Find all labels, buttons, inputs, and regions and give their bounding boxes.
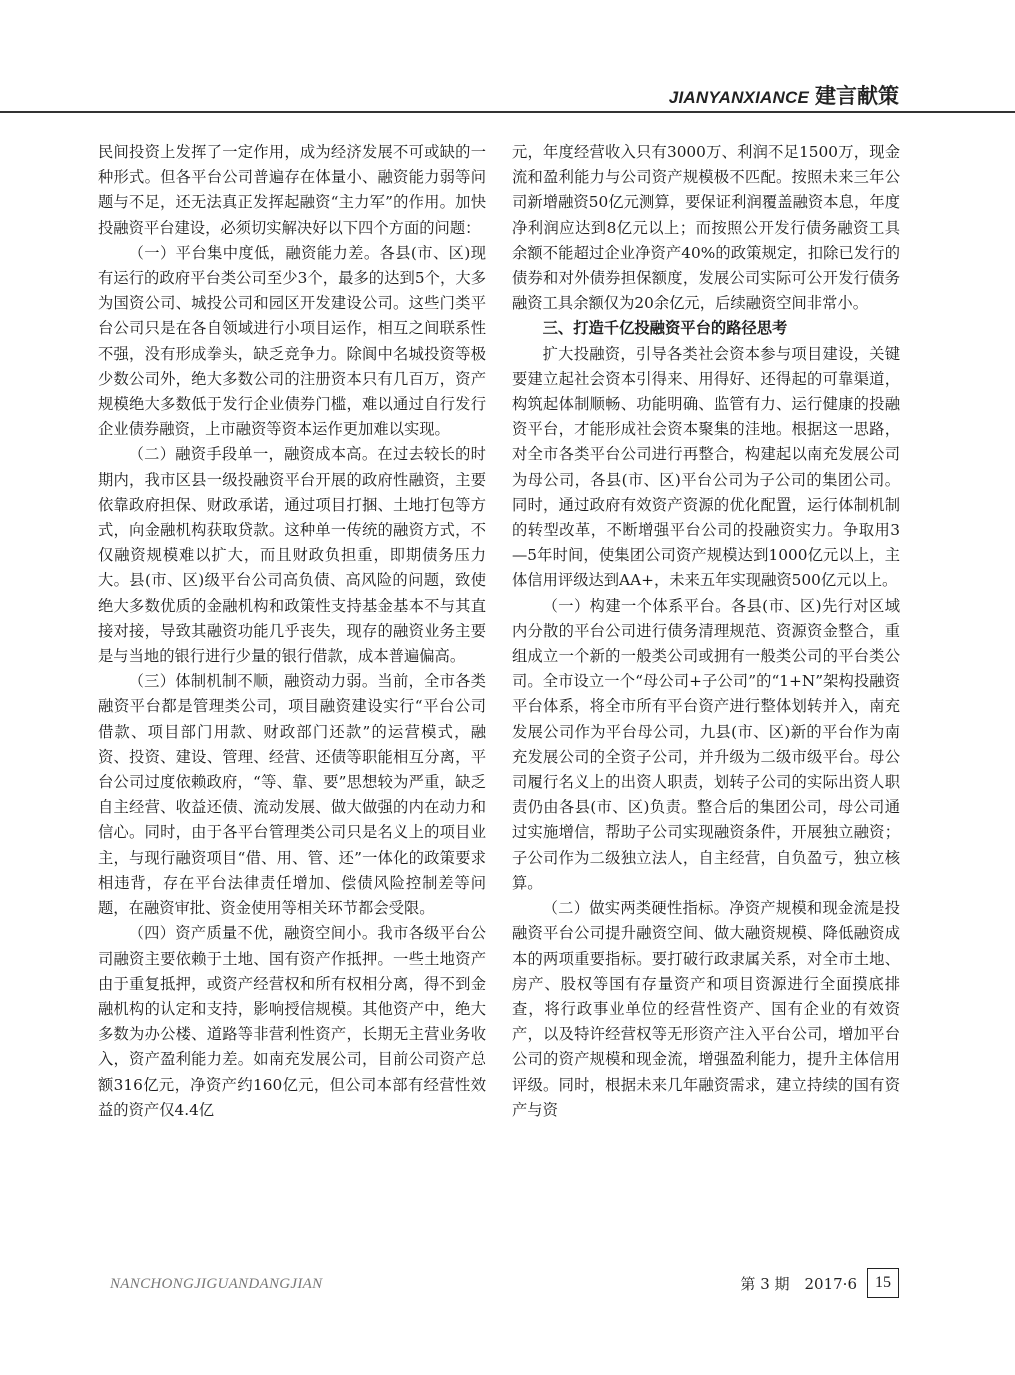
left-text-column [98, 140, 486, 1123]
column-name-cn: 建言献策 [815, 84, 899, 108]
continued-paragraph: 元，年度经营收入只有3000万、利润不足1500万，现金流和盈利能力与公司资产规模极不匹配。按照未来三年公司新增融资50亿元测算，要保证利润覆盖融资本息，年度净利润应达到8亿元以上；而按照公开发行债务融资工具余额不能超过企业净资产40%的政策规定，扣除已发行的债券和对外债券担保额度，发展公司实际可公开发行债务融资工具余额仅为20余亿元，后续融资空间非常小。 [512, 143, 900, 313]
subsection-paragraph [512, 896, 900, 1123]
paragraph-text: 净资产规模和现金流是投融资平台公司提升融资空间、做大融资规模、降低融资成本的两项重要指标。要打破行政隶属关系，对全市土地、房产、股权等国有存量资产和项目资源进行全面摸底排查，将行政事业单位的经营性资产、国有企业的有效资产，以及特许经营权等无形资产注入平台公司，增加平台公司的资产规模和现金流，增强盈利能力，提升主体信用评级。同时，根据未来几年融资需求，建立持续的国有资产与资 [512, 899, 900, 1119]
paragraph-text: 各县(市、区)先行对区域内分散的平台公司进行债务清理规范、资源资金整合，重组成立一个新的一般类公司或拥有一般类公司的平台类公司。全市设立一个“母公司+子公司”的“1+N”架构投融资平台体系，将全市所有平台资产进行整体划转并入，南充发展公司作为平台母公司，九县(市、区)新的平台作为南充发展公司的全资子公司，并升级为二级市级平台。母公司履行名义上的出资人职责，划转子公司的实际出资人职责仍由各县(市、区)负责。整合后的集团公司，母公司通过实施增信，帮助子公司实现融资条件，开展独立融资；子公司作为二级独立法人，自主经营，自负盈亏，独立核算。 [512, 596, 900, 892]
subsection-heading: （一）构建一个体系平台。 [542, 596, 731, 615]
subsection-paragraph [98, 442, 486, 669]
subsection-heading: （三）体制机制不顺，融资动力弱。 [128, 672, 378, 691]
journal-name: NANCHONGJIGUANDANGJIAN [110, 1276, 323, 1292]
paragraph-text: 在过去较长的时期内，我市区县一级投融资平台开展的政府性融资，主要依靠政府担保、财政承诺，通过项目打捆、土地打包等方式，向金融机构获取贷款。这种单一传统的融资方式，不仅融资规模难以扩大，而且财政负担重，即期债务压力大。县(市、区)级平台公司高负债、高风险的问题，致使绝大多数优质的金融机构和政策性支持基金基本不与其直接对接，导致其融资功能几乎丧失，现存的融资业务主要是与当地的银行进行少量的银行借款，成本普遍偏高。 [98, 445, 486, 666]
column-header [669, 80, 899, 110]
subsection-heading: （二）融资手段单一，融资成本高。 [128, 445, 378, 464]
paragraph-text: 当前，全市各类融资平台都是管理类公司，项目融资建设实行“平台公司借款、项目部门用款、财政部门还款”的运营模式，融资、投资、建设、管理、经营、还债等职能相互分离，平台公司过度依赖政府，“等、靠、要”思想较为严重，缺乏自主经营、收益还债、流动发展、做大做强的内在动力和信心。同时，由于各平台管理类公司只是名义上的项目业主，与现行融资项目“借、用、管、还”一体化的政策要求相违背，存在平台法律责任增加、偿债风险控制差等问题，在融资审批、资金使用等相关环节都会受限。 [98, 672, 486, 918]
issue-info: 第 3 期 2017·6 [740, 1274, 857, 1293]
page-number: 15 [867, 1268, 899, 1298]
continued-paragraph: 民间投资上发挥了一定作用，成为经济发展不可或缺的一种形式。但各平台公司普遍存在体量小、融资能力弱等问题与不足，还无法真正发挥起融资“主力军”的作用。加快投融资平台建设，必须切实解决好以下四个方面的问题： [98, 143, 486, 237]
subsection-paragraph [512, 594, 900, 896]
body-paragraph: 扩大投融资，引导各类社会资本参与项目建设，关键要建立起社会资本引得来、用得好、还得起的可靠渠道，构筑起体制顺畅、功能明确、监管有力、运行健康的投融资平台，才能形成社会资本聚集的洼地。根据这一思路，对全市各类平台公司进行再整合，构建起以南充发展公司为母公司，各县(市、区)平台公司为子公司的集团公司。同时，通过政府有效资产资源的优化配置，运行体制机制的转型改革，不断增强平台公司的投融资实力。争取用3—5年时间，使集团公司资产规模达到1000亿元以上，主体信用评级达到AA+，未来五年实现融资500亿元以上。 [512, 344, 900, 590]
header-divider [0, 111, 1015, 113]
right-text-column [512, 140, 900, 1123]
paragraph-text: 我市各级平台公司融资主要依赖于土地、国有资产作抵押。一些土地资产由于重复抵押，或资产经营权和所有权相分离，得不到金融机构的认定和支持，影响授信规模。其他资产中，绝大多数为办公楼、道路等非营利性资产，长期无主营业务收入，资产盈利能力差。如南充发展公司，目前公司资产总额316亿元，净资产约160亿元，但公司本部有经营性效益的资产仅4.4亿 [98, 924, 486, 1119]
column-name-en: JIANYANXIANCE [668, 88, 809, 107]
subsection-heading: （一）平台集中度低，融资能力差。 [128, 243, 380, 262]
subsection-heading: （四）资产质量不优，融资空间小。 [128, 924, 378, 943]
paragraph-text: 各县(市、区)现有运行的政府平台类公司至少3个，最多的达到5个，大多为国资公司、城投公司和园区开发建设公司。这些门类平台公司只是在各自领域进行小项目运作，相互之间联系性不强，没有形成拳头，缺乏竞争力。除阆中名城投资等极少数公司外，绝大多数公司的注册资本只有几百万，资产规模绝大多数低于发行企业债券门槛，难以通过自行发行企业债券融资，上市融资等资本运作更加难以实现。 [98, 243, 486, 439]
page-footer [740, 1268, 899, 1298]
subsection-paragraph [98, 921, 486, 1123]
section-heading: 三、打造千亿投融资平台的路径思考 [542, 319, 788, 338]
subsection-paragraph [98, 241, 486, 443]
subsection-heading: （二）做实两类硬性指标。 [542, 899, 730, 918]
subsection-paragraph [98, 669, 486, 921]
